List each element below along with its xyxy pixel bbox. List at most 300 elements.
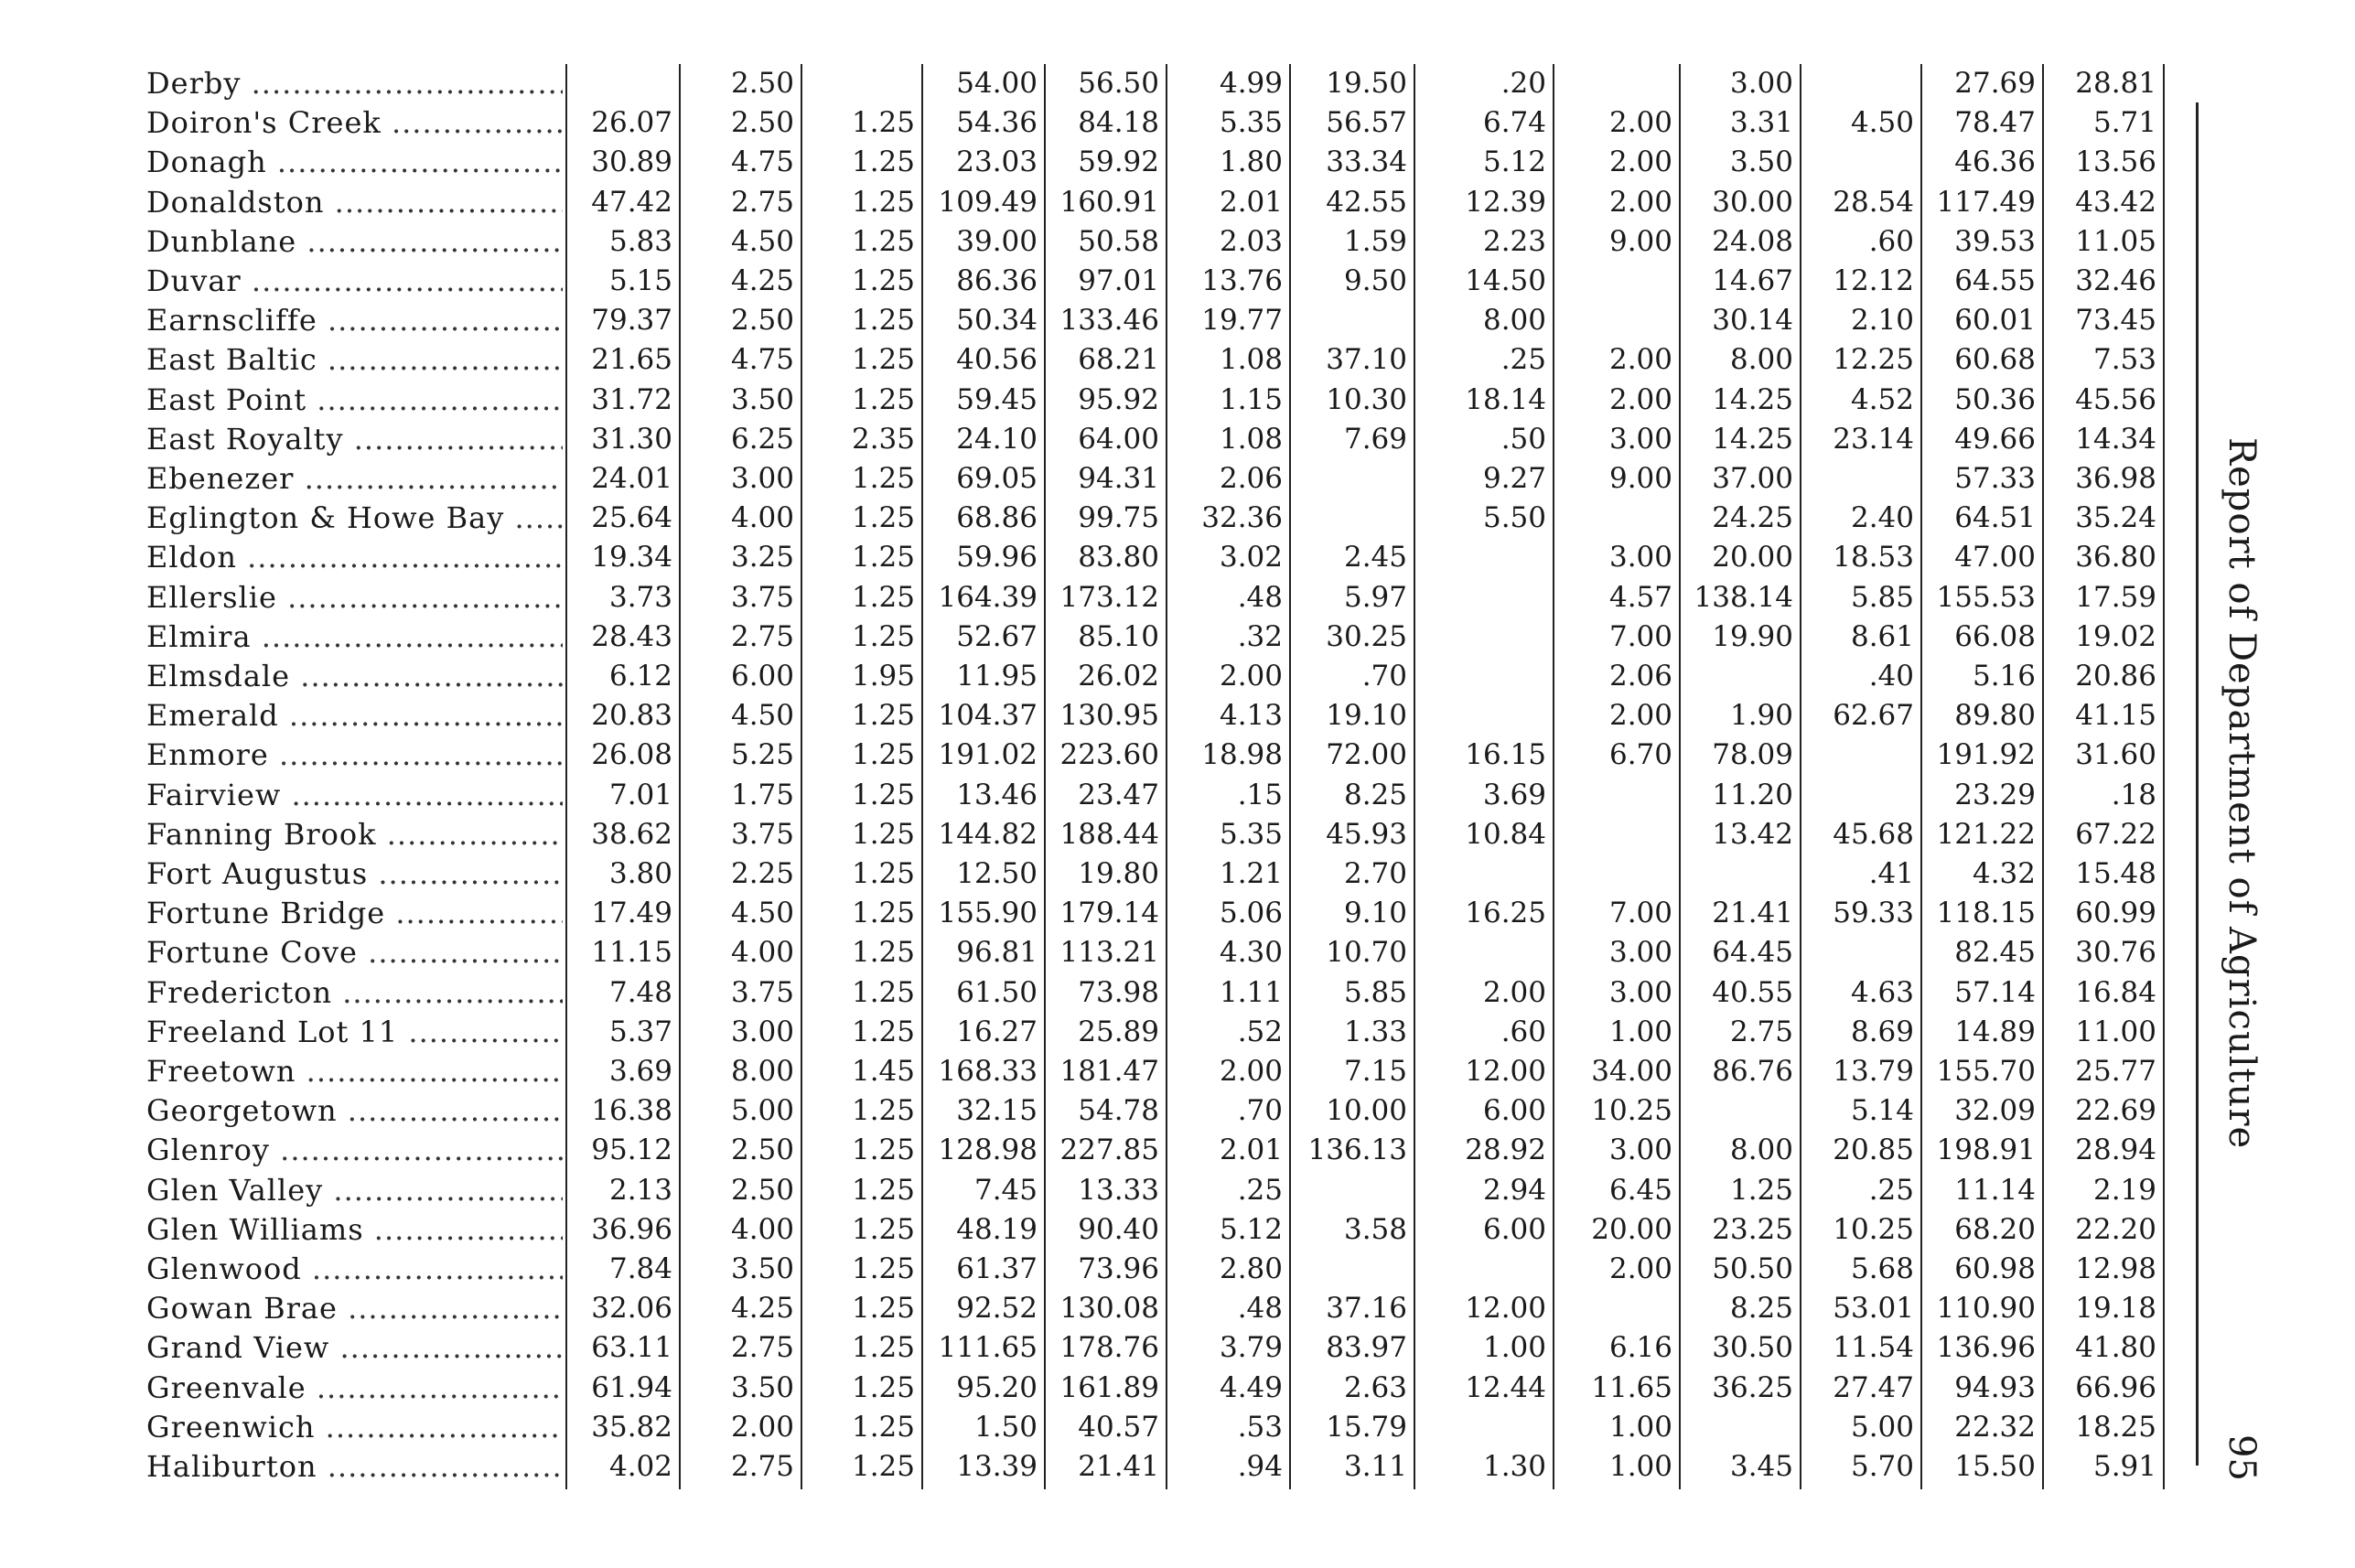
table-cell: 3.73 [608, 580, 672, 614]
table-cell: 3.00 [1608, 1133, 1672, 1167]
table-cell: 89.80 [1954, 699, 2036, 733]
table-cell: 4.57 [1608, 580, 1672, 614]
table-cell: 1.25 [851, 224, 915, 258]
table-cell: 1.25 [851, 1292, 915, 1326]
table-cell: 94.93 [1954, 1370, 2036, 1404]
table-cell: 2.00 [1608, 185, 1672, 219]
table-cell: 1.25 [851, 1450, 915, 1483]
table-cell: 22.69 [2075, 1094, 2156, 1128]
table-cell: 18.14 [1465, 382, 1546, 416]
table-cell: 10.00 [1326, 1094, 1407, 1128]
table-cell: 14.50 [1465, 264, 1546, 297]
table-cell: 2.00 [1608, 699, 1672, 733]
table-row [0, 1210, 2196, 1250]
table-cell: 1.15 [1219, 382, 1283, 416]
table-row [0, 1408, 2196, 1447]
table-cell: 4.50 [1850, 106, 1914, 140]
table-cell: 5.83 [608, 224, 672, 258]
table-cell: 3.50 [1729, 145, 1793, 179]
table-row [0, 1328, 2196, 1368]
table-cell: 78.09 [1712, 738, 1793, 772]
table-cell: 3.50 [730, 1370, 794, 1404]
table-row [0, 657, 2196, 696]
table-cell: 138.14 [1694, 580, 1793, 614]
table-cell: 34.00 [1591, 1055, 1672, 1088]
table-cell: 24.25 [1712, 501, 1793, 535]
table-cell [1798, 459, 1919, 499]
table-cell: 31.60 [2075, 738, 2156, 772]
table-cell: 64.45 [1712, 936, 1793, 970]
table-cell: 24.01 [591, 462, 672, 495]
table-cell: 3.00 [1729, 67, 1793, 100]
district-name: Ebenezer ..... [146, 459, 563, 499]
district-name: Freetown ..... [146, 1052, 563, 1091]
table-cell: 111.65 [938, 1331, 1038, 1365]
table-row [0, 381, 2196, 420]
table-cell: 26.07 [591, 106, 672, 140]
district-name: Fairview ..... [146, 776, 563, 815]
table-cell: 36.98 [2075, 462, 2156, 495]
table-cell: 68.20 [1954, 1212, 2036, 1246]
table-cell: 16.38 [591, 1094, 672, 1128]
table-cell: 1.25 [851, 580, 915, 614]
table-cell: 11.54 [1833, 1331, 1914, 1365]
table-cell: 3.80 [608, 857, 672, 890]
table-cell: 181.47 [1059, 1055, 1159, 1088]
table-cell: 56.50 [1078, 67, 1159, 100]
table-row [0, 340, 2196, 380]
table-cell: 130.08 [1059, 1292, 1159, 1326]
table-cell: 1.25 [851, 501, 915, 535]
table-cell: 5.68 [1850, 1252, 1914, 1285]
table-cell: 2.50 [730, 67, 794, 100]
table-cell: 1.25 [851, 1094, 915, 1128]
table-cell: .20 [1500, 67, 1546, 100]
table-cell: 39.00 [956, 224, 1038, 258]
district-name: Eglington & Howe Bay ..... [146, 499, 563, 538]
table-cell: 60.99 [2075, 897, 2156, 930]
table-cell: 19.50 [1326, 67, 1407, 100]
table-cell: 1.25 [851, 1252, 915, 1285]
table-cell [1412, 854, 1552, 894]
column-rule [2163, 64, 2165, 1489]
table-cell [1551, 301, 1678, 340]
table-cell: 2.45 [1343, 541, 1407, 575]
table-cell: 85.10 [1078, 619, 1159, 653]
table-cell: 14.25 [1712, 382, 1793, 416]
table-cell: 2.00 [1219, 1055, 1283, 1088]
table-cell: 64.00 [1078, 422, 1159, 456]
table-cell: 164.39 [938, 580, 1038, 614]
table-cell: 19.18 [2075, 1292, 2156, 1326]
table-cell [1798, 776, 1919, 815]
table-cell [1412, 578, 1552, 618]
table-cell: 9.00 [1608, 462, 1672, 495]
table-cell: 1.25 [851, 897, 915, 930]
table-cell: 5.71 [2092, 106, 2156, 140]
table-cell: 121.22 [1936, 817, 2036, 851]
table-cell: 15.48 [2075, 857, 2156, 890]
table-cell: 2.50 [730, 1173, 794, 1207]
table-row [0, 143, 2196, 182]
table-cell: 32.06 [591, 1292, 672, 1326]
table-cell: 24.08 [1712, 224, 1793, 258]
table-cell: 19.90 [1712, 619, 1793, 653]
district-name: Fortune Bridge ..... [146, 894, 563, 933]
table-cell: 227.85 [1059, 1133, 1159, 1167]
table-row [0, 933, 2196, 972]
table-row [0, 973, 2196, 1013]
district-name: Donagh ..... [146, 143, 563, 182]
table-cell: 1.25 [851, 738, 915, 772]
table-cell: 4.99 [1219, 67, 1283, 100]
table-cell: 2.70 [1343, 857, 1407, 890]
table-cell: 1.25 [851, 699, 915, 733]
table-cell: .41 [1868, 857, 1914, 890]
table-cell: 5.00 [1850, 1410, 1914, 1444]
table-cell: 40.55 [1712, 975, 1793, 1009]
table-cell: 39.53 [1954, 224, 2036, 258]
table-cell: 3.58 [1343, 1212, 1407, 1246]
table-cell: 12.12 [1833, 264, 1914, 297]
table-cell: 2.50 [730, 106, 794, 140]
table-cell: 63.11 [591, 1331, 672, 1365]
table-cell: 21.41 [1712, 897, 1793, 930]
district-name: East Point ..... [146, 381, 563, 420]
table-cell: 3.25 [730, 541, 794, 575]
table-cell: 3.00 [1608, 541, 1672, 575]
table-cell: 1.21 [1219, 857, 1283, 890]
table-cell: 1.25 [851, 462, 915, 495]
table-cell: 118.15 [1936, 897, 2036, 930]
district-name: Eldon ..... [146, 538, 563, 577]
table-cell: 8.00 [1729, 343, 1793, 377]
district-name: Duvar ..... [146, 262, 563, 301]
table-cell: .52 [1237, 1015, 1283, 1048]
table-cell: 128.98 [938, 1133, 1038, 1167]
table-cell [1412, 1250, 1552, 1289]
table-cell: 19.80 [1078, 857, 1159, 890]
table-cell: .48 [1237, 580, 1283, 614]
table-cell: 2.00 [1219, 660, 1283, 693]
table-cell: 5.35 [1219, 106, 1283, 140]
table-cell: 1.25 [851, 106, 915, 140]
table-cell: .70 [1361, 660, 1407, 693]
table-cell: 3.69 [1482, 778, 1546, 811]
table-cell: 7.48 [608, 975, 672, 1009]
table-cell: 7.53 [2092, 343, 2156, 377]
table-cell: 173.12 [1059, 580, 1159, 614]
table-cell: 22.20 [2075, 1212, 2156, 1246]
side-rule [2196, 102, 2199, 1466]
table-cell: 4.13 [1219, 699, 1283, 733]
table-cell: 1.50 [973, 1410, 1038, 1444]
table-cell: 4.52 [1850, 382, 1914, 416]
district-name: East Royalty ..... [146, 420, 563, 459]
table-cell: 1.80 [1219, 145, 1283, 179]
table-cell: 64.51 [1954, 501, 2036, 535]
table-cell: 41.15 [2075, 699, 2156, 733]
table-cell [1677, 854, 1799, 894]
table-cell: 1.11 [1219, 975, 1283, 1009]
table-cell: 32.15 [956, 1094, 1038, 1128]
table-cell: 6.45 [1608, 1173, 1672, 1207]
table-cell: 12.25 [1833, 343, 1914, 377]
table-cell: 3.00 [730, 1015, 794, 1048]
table-cell [1798, 143, 1919, 182]
table-cell: 30.50 [1712, 1331, 1793, 1365]
table-cell: 2.19 [2092, 1173, 2156, 1207]
table-cell: 61.94 [591, 1370, 672, 1404]
table-cell: 30.00 [1712, 185, 1793, 219]
table-cell: 12.50 [956, 857, 1038, 890]
column-rule [679, 64, 681, 1489]
table-cell [1551, 776, 1678, 815]
table-cell: 27.47 [1833, 1370, 1914, 1404]
table-cell [1412, 1408, 1552, 1447]
district-name: Fanning Brook ..... [146, 815, 563, 854]
table-cell: 83.80 [1078, 541, 1159, 575]
table-cell: 13.42 [1712, 817, 1793, 851]
table-row [0, 64, 2196, 103]
district-name: Glenroy ..... [146, 1131, 563, 1170]
table-cell: 36.80 [2075, 541, 2156, 575]
district-name: Fredericton ..... [146, 973, 563, 1013]
table-cell: 2.00 [730, 1410, 794, 1444]
table-row [0, 736, 2196, 775]
table-cell: 86.76 [1712, 1055, 1793, 1088]
table-cell: 30.14 [1712, 304, 1793, 338]
table-cell: 2.00 [1608, 343, 1672, 377]
table-cell: 3.00 [1608, 936, 1672, 970]
table-cell: 5.25 [730, 738, 794, 772]
table-cell: 10.70 [1326, 936, 1407, 970]
table-cell: 1.08 [1219, 343, 1283, 377]
table-cell [1798, 933, 1919, 972]
table-cell: 110.90 [1936, 1292, 2036, 1326]
district-name: Elmira ..... [146, 618, 563, 657]
table-cell: 42.55 [1326, 185, 1407, 219]
table-cell: 5.97 [1343, 580, 1407, 614]
table-cell: 83.97 [1326, 1331, 1407, 1365]
table-cell: 1.33 [1343, 1015, 1407, 1048]
district-name: East Baltic ..... [146, 340, 563, 380]
table-cell: 2.40 [1850, 501, 1914, 535]
table-cell: 45.56 [2075, 382, 2156, 416]
table-cell: 104.37 [938, 699, 1038, 733]
table-cell: 3.45 [1729, 1450, 1793, 1483]
table-row [0, 1447, 2196, 1487]
table-cell: 23.25 [1712, 1212, 1793, 1246]
table-cell: 1.95 [851, 660, 915, 693]
table-cell: 2.75 [730, 1450, 794, 1483]
table-cell [1287, 1171, 1413, 1210]
table-cell: 11.14 [1954, 1173, 2036, 1207]
table-cell [1412, 933, 1552, 972]
table-cell: 191.92 [1936, 738, 2036, 772]
table-cell: 4.00 [730, 1212, 794, 1246]
table-cell: 54.36 [956, 106, 1038, 140]
table-cell: 25.77 [2075, 1055, 2156, 1088]
table-cell: 95.92 [1078, 382, 1159, 416]
column-rule [1800, 64, 1801, 1489]
table-cell: 68.86 [956, 501, 1038, 535]
table-cell: 11.00 [2075, 1015, 2156, 1048]
district-name: Glenwood ..... [146, 1250, 563, 1289]
table-cell: 7.45 [973, 1173, 1038, 1207]
table-cell: 3.11 [1343, 1450, 1407, 1483]
table-cell: 4.02 [608, 1450, 672, 1483]
table-cell: 20.83 [591, 699, 672, 733]
table-cell: 1.08 [1219, 422, 1283, 456]
table-cell: .60 [1500, 1015, 1546, 1048]
table-cell: 20.00 [1712, 541, 1793, 575]
table-row [0, 776, 2196, 815]
table-cell: 5.14 [1850, 1094, 1914, 1128]
table-row [0, 696, 2196, 736]
table-cell: 19.10 [1326, 699, 1407, 733]
table-cell: 18.25 [2075, 1410, 2156, 1444]
table-cell [799, 64, 920, 103]
table-cell: 73.45 [2075, 304, 2156, 338]
table-cell: 17.49 [591, 897, 672, 930]
column-rule [565, 64, 567, 1489]
table-cell: 12.00 [1465, 1292, 1546, 1326]
table-cell [1551, 815, 1678, 854]
table-cell: 117.49 [1936, 185, 2036, 219]
table-cell: 61.37 [956, 1252, 1038, 1285]
table-cell [1412, 696, 1552, 736]
table-cell: 2.03 [1219, 224, 1283, 258]
table-cell: 20.00 [1591, 1212, 1672, 1246]
table-cell: 16.25 [1465, 897, 1546, 930]
table-cell: 30.25 [1326, 619, 1407, 653]
table-cell: 97.01 [1078, 264, 1159, 297]
table-cell: 50.34 [956, 304, 1038, 338]
table-cell: 6.70 [1608, 738, 1672, 772]
table-cell [1287, 1250, 1413, 1289]
table-cell: 50.50 [1712, 1252, 1793, 1285]
table-cell: 25.64 [591, 501, 672, 535]
table-cell: 28.94 [2075, 1133, 2156, 1167]
table-cell: 1.25 [851, 1410, 915, 1444]
table-cell: 1.25 [851, 1133, 915, 1167]
table-row [0, 1052, 2196, 1091]
table-cell: 95.20 [956, 1370, 1038, 1404]
table-cell: 46.36 [1954, 145, 2036, 179]
table-cell: 5.85 [1343, 975, 1407, 1009]
table-cell: 12.00 [1465, 1055, 1546, 1088]
table-cell: 4.25 [730, 1292, 794, 1326]
table-cell: 18.53 [1833, 541, 1914, 575]
table-cell: 144.82 [938, 817, 1038, 851]
table-cell: 5.06 [1219, 897, 1283, 930]
table-cell: .48 [1237, 1292, 1283, 1326]
table-cell: 2.75 [730, 619, 794, 653]
table-cell [1551, 499, 1678, 538]
table-cell: 5.16 [1972, 660, 2036, 693]
table-cell: 160.91 [1059, 185, 1159, 219]
table-cell: .25 [1500, 343, 1546, 377]
table-cell: 3.50 [730, 382, 794, 416]
table-cell: 4.75 [730, 145, 794, 179]
column-rule [1166, 64, 1167, 1489]
table-cell: 78.47 [1954, 106, 2036, 140]
table-cell: 16.84 [2075, 975, 2156, 1009]
table-row [0, 854, 2196, 894]
district-name: Dunblane ..... [146, 222, 563, 262]
table-cell: 2.01 [1219, 1133, 1283, 1167]
table-cell: 130.95 [1059, 699, 1159, 733]
column-rule [1289, 64, 1291, 1489]
table-cell: 1.75 [730, 778, 794, 811]
table-cell: 198.91 [1936, 1133, 2036, 1167]
table-cell: 1.25 [851, 1173, 915, 1207]
table-cell: 2.35 [851, 422, 915, 456]
table-cell [1677, 1408, 1799, 1447]
table-cell: 7.00 [1608, 897, 1672, 930]
table-cell: 9.50 [1343, 264, 1407, 297]
table-cell: 20.86 [2075, 660, 2156, 693]
table-cell: 31.30 [591, 422, 672, 456]
table-cell: 95.12 [591, 1133, 672, 1167]
table-cell: 1.25 [851, 343, 915, 377]
table-cell: 36.25 [1712, 1370, 1793, 1404]
table-cell: 47.42 [591, 185, 672, 219]
table-cell: 16.27 [956, 1015, 1038, 1048]
table-row [0, 1131, 2196, 1170]
table-cell [1287, 459, 1413, 499]
table-cell: 79.37 [591, 304, 672, 338]
table-cell: 4.25 [730, 264, 794, 297]
table-cell: 5.35 [1219, 817, 1283, 851]
column-rule [1553, 64, 1554, 1489]
table-cell: 1.00 [1608, 1410, 1672, 1444]
table-cell [1412, 657, 1552, 696]
table-cell: 50.58 [1078, 224, 1159, 258]
table-cell [1412, 618, 1552, 657]
table-cell [1551, 262, 1678, 301]
table-cell [1677, 1091, 1799, 1131]
table-cell: 11.15 [591, 936, 672, 970]
table-cell: 191.02 [938, 738, 1038, 772]
table-cell: 32.09 [1954, 1094, 2036, 1128]
column-rule [2042, 64, 2044, 1489]
table-cell: 13.76 [1201, 264, 1283, 297]
table-cell: 5.12 [1219, 1212, 1283, 1246]
table-cell: 1.25 [851, 857, 915, 890]
table-cell: 14.89 [1954, 1015, 2036, 1048]
table-cell: 90.40 [1078, 1212, 1159, 1246]
table-cell: .25 [1868, 1173, 1914, 1207]
table-cell: 48.19 [956, 1212, 1038, 1246]
table-row [0, 499, 2196, 538]
table-cell: 6.16 [1608, 1331, 1672, 1365]
table-cell [1412, 538, 1552, 577]
table-cell: 8.25 [1343, 778, 1407, 811]
table-cell: 11.95 [956, 660, 1038, 693]
table-cell: 1.25 [851, 936, 915, 970]
table-cell: 2.00 [1608, 1252, 1672, 1285]
table-row [0, 459, 2196, 499]
table-cell: 4.30 [1219, 936, 1283, 970]
district-name: Grand View ..... [146, 1328, 563, 1368]
table-cell: 23.14 [1833, 422, 1914, 456]
table-cell: 36.96 [591, 1212, 672, 1246]
table-cell: 2.00 [1482, 975, 1546, 1009]
table-row [0, 262, 2196, 301]
table-cell: 4.50 [730, 699, 794, 733]
